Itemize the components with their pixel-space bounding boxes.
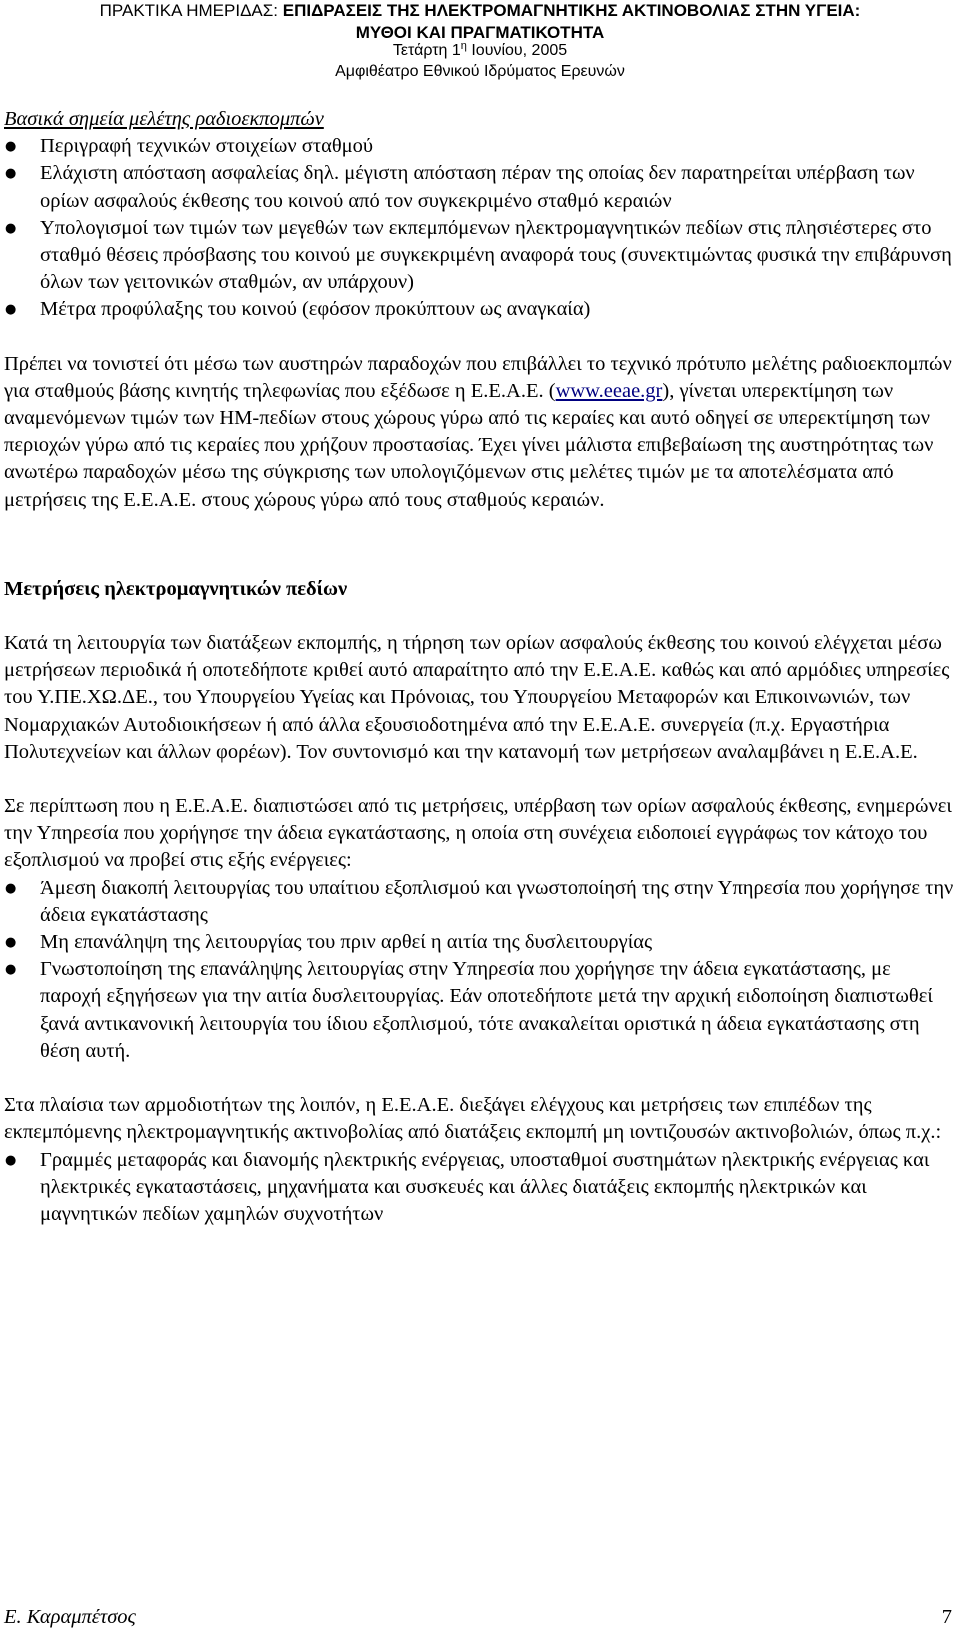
- header-title: ΕΠΙΔΡΑΣΕΙΣ ΤΗΣ ΗΛΕΚΤΡΟΜΑΓΝΗΤΙΚΗΣ ΑΚΤΙΝΟΒΟΛΙΑΣ ΣΤΗΝ ΥΓΕΙΑ:: [282, 1, 861, 20]
- list-item: ● Μη επανάληψη της λειτουργίας του πριν αρθεί η αιτία της δυσλειτουργίας: [4, 929, 954, 956]
- list-item: ● Γνωστοποίηση της επανάληψης λειτουργίας στην Υπηρεσία που χορήγησε την άδεια εγκατάστασης, με παροχή εξηγήσεων για την αιτία δυσλειτουργίας. Εάν οποτεδήποτε μετά την αρχική ειδοποίηση διαπιστωθεί ξανά αντικανονική λειτουργία του ίδιου εξοπλισμού, τότε ανακαλείται οριστικά η άδεια εγκατάστασης στη θέση αυτή.: [4, 956, 954, 1065]
- header-date: [0, 40, 960, 62]
- page-number: 7: [941, 1606, 952, 1628]
- spacer: [4, 324, 954, 351]
- spacer: [4, 568, 954, 576]
- header-date-sup: η: [460, 40, 467, 52]
- section1-heading: Βασικά σημεία μελέτης ραδιοεκπομπών: [4, 108, 324, 130]
- section2-paragraph-1: Κατά τη λειτουργία των διατάξεων εκπομπής, η τήρηση των ορίων ασφαλούς έκθεσης του κοινού ελέγχεται μέσω μετρήσεων περιοδικά ή οποτεδήποτε κριθεί αυτό απαραίτητο από την Ε.Ε.Α.Ε. καθώς και από αρμόδιες υπηρεσίες του Υ.ΠΕ.ΧΩ.ΔΕ., του Υπουργείου Υγείας και Πρόνοιας, του Υπουργείου Μεταφορών και Επικοινωνιών, των Νομαρχιακών Αυτοδιοικήσεων ή από άλλα εξουσιοδοτημένα από την Ε.Ε.Α.Ε. συνεργεία (π.χ. Εργαστήρια Πολυτεχνείων και άλλων φορέων). Τον συντονισμό και την κατανομή των μετρήσεων αναλαμβάνει η Ε.Ε.Α.Ε.: [4, 632, 950, 763]
- header-date-post: Ιουνίου, 2005: [466, 42, 568, 59]
- list-item: ● Μέτρα προφύλαξης του κοινού (εφόσον προκύπτουν ως αναγκαία): [4, 296, 954, 323]
- section2-bullet-list-2: [4, 1147, 954, 1229]
- header-prefix: ΠΡΑΚΤΙΚΑ ΗΜΕΡΙΔΑΣ:: [99, 1, 283, 20]
- spacer: [4, 514, 954, 568]
- section2-bullet-list: [4, 875, 954, 1065]
- spacer: [4, 1065, 954, 1092]
- list-item: ● Άμεση διακοπή λειτουργίας του υπαίτιου εξοπλισμού και γνωστοποίησή της στην Υπηρεσία που χορήγησε την άδεια εγκατάστασης: [4, 875, 954, 929]
- spacer: [4, 603, 954, 630]
- section2-paragraph-2: Σε περίπτωση που η Ε.Ε.Α.Ε. διαπιστώσει από τις μετρήσεις, υπέρβαση των ορίων ασφαλούς έκθεσης, ενημερώνει την Υπηρεσία που χορήγησε την άδεια εγκατάστασης, η οποία στη συνέχεια ειδοποιεί εγγράφως τον κάτοχο του εξοπλισμού να προβεί στις εξής ενέργειες:: [4, 795, 952, 872]
- section2-paragraph-3: Στα πλαίσια των αρμοδιοτήτων της λοιπόν, η Ε.Ε.Α.Ε. διεξάγει ελέγχους και μετρήσεις των επιπέδων της εκπεμπόμενης ηλεκτρομαγνητικής ακτινοβολίας από διατάξεις εκπομπή μη ιοντιζουσών ακτινοβολιών, όπως π.χ.:: [4, 1094, 942, 1144]
- header-subtitle: ΜΥΘΟΙ ΚΑΙ ΠΡΑΓΜΑΤΙΚΟΤΗΤΑ: [355, 23, 605, 42]
- section2-heading: Μετρήσεις ηλεκτρομαγνητικών πεδίων: [4, 577, 348, 600]
- list-item: ● Περιγραφή τεχνικών στοιχείων σταθμού: [4, 133, 954, 160]
- section1-paragraph: [4, 351, 954, 514]
- section1-bullet-list: [4, 133, 954, 323]
- header-line-1: [0, 0, 960, 22]
- footer-author: Ε. Καραμπέτσος: [4, 1606, 136, 1628]
- paragraph-text-b: ), γίνεται υπερεκτίμηση των αναμενόμενων τιμών των ΗΜ-πεδίων στους χώρους γύρω από τις κεραίες και αυτό οδηγεί σε υπερεκτίμηση των περιοχών γύρω από τις κεραίες που χρήζουν προστασίας. Έχει γίνει μάλιστα επιβεβαίωση της αυστηρότητας των ανωτέρω παραδοχών μέσω της σύγκρισης των υπολογιζόμενων στις μελέτες τιμών με τα αποτελέσματα από μετρήσεις της Ε.Ε.Α.Ε. στους χώρους γύρω από τους σταθμούς κεραιών.: [4, 379, 934, 511]
- list-item: ● Γραμμές μεταφοράς και διανομής ηλεκτρικής ενέργειας, υποσταθμοί συστημάτων ηλεκτρικής ενέργειας και ηλεκτρικές εγκαταστάσεις, μηχανήματα και συσκευές και άλλες διατάξεις εκπομπής ηλεκτρικών και μαγνητικών πεδίων χαμηλών συχνοτήτων: [4, 1147, 954, 1229]
- header-venue: Αμφιθέατρο Εθνικού Ιδρύματος Ερευνών: [335, 63, 625, 80]
- list-item: ● Υπολογισμοί των τιμών των μεγεθών των εκπεμπόμενων ηλεκτρομαγνητικών πεδίων στις πλησιέστερες στο σταθμό θέσεις πρόσβασης του κοινού με συγκεκριμένη αναφορά τους (συνεκτιμώντας φυσικά την επιβάρυνση όλων των γειτονικών σταθμών, αν υπάρχουν): [4, 215, 954, 297]
- eeae-link[interactable]: www.eeae.gr: [555, 379, 663, 402]
- document-body: [4, 106, 954, 1228]
- list-item: ● Ελάχιστη απόσταση ασφαλείας δηλ. μέγιστη απόσταση πέραν της οποίας δεν παρατηρείται υπέρβαση των ορίων ασφαλούς έκθεσης του κοινού από τον συγκεκριμένο σταθμό κεραιών: [4, 160, 954, 214]
- paragraph-text-a: Πρέπει να τονιστεί ότι μέσω των αυστηρών παραδοχών που επιβάλλει το τεχνικό πρότυπο μελέτης ραδιοεκπομπών για σταθμούς βάσης κινητής τηλεφωνίας που εξέδωσε η Ε.Ε.Α.Ε. (: [4, 352, 952, 402]
- header-date-pre: Τετάρτη 1: [392, 42, 461, 59]
- page-footer: [4, 1602, 954, 1632]
- spacer: [4, 766, 954, 793]
